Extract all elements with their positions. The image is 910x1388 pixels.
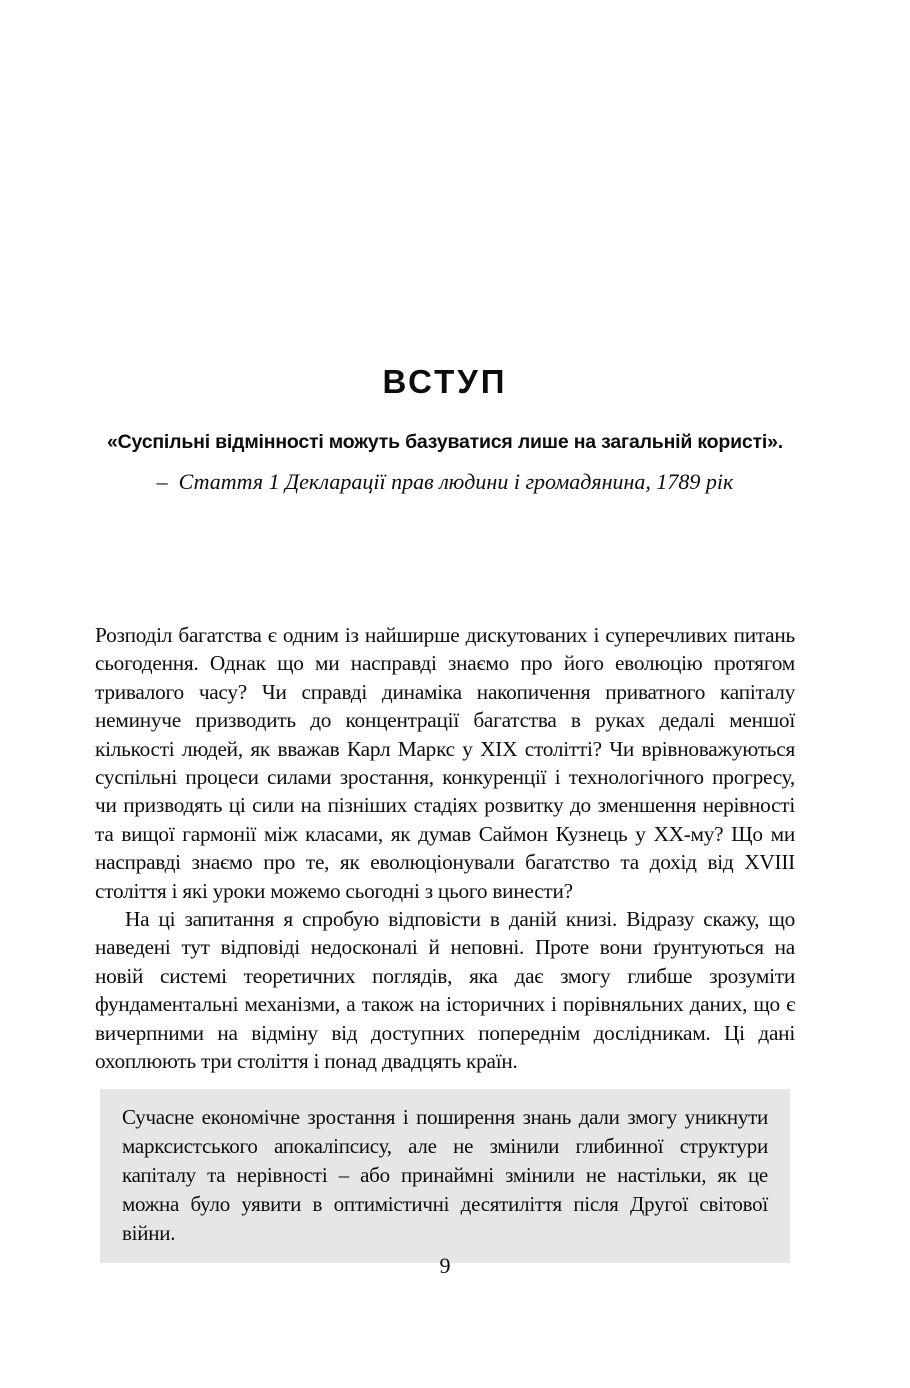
page-number: 9 — [439, 1253, 451, 1278]
epigraph-attribution: – Стаття 1 Декларації прав людини і громадянина, 1789 рік — [156, 469, 734, 494]
callout-box: Сучасне економічне зростання і поширення знань дали змогу уникнути марксистського апокаліпсису, але не змінили глибинної структури капіталу та нерівності – або принаймні змінили не настільки, як це можна було уявити в оптимістичні десятиліття після Другої світової війни. — [100, 1089, 790, 1263]
body-paragraph: Розподіл багатства є одним із найширше дискутованих і суперечливих питань сьогодення. Однак що ми насправді знаємо про його еволюцію протягом тривалого часу? Чи справді динаміка накопичення приватного капіталу неминуче призводить до концентрації багатства в руках дедалі меншої кількості людей, як вважав Карл Маркс у XIX столітті? Чи врівноважуються суспільні процеси силами зростання, конкуренції і технологічного прогресу, чи призводять ці сили на пізніших стадіях розвитку до зменшення нерівності та вищої гармонії між класами, як думав Саймон Кузнець у XX-му? Що ми насправді знаємо про те, як еволюціонували багатство та дохід від XVIII століття і які уроки можемо сьогодні з цього винести? — [95, 623, 795, 903]
body-text — [95, 621, 795, 1263]
chapter-title: ВСТУП — [382, 363, 508, 401]
epigraph-quote: «Суспільні відмінності можуть базуватися лише на загальній користі». — [107, 431, 783, 453]
body-paragraph: На ці запитання я спробую відповісти в даній книзі. Відразу скажу, що наведені тут відповіді недосконалі й неповні. Проте вони ґрунтуються на новій системі теоретичних поглядів, яка дає змогу глибше зрозуміти фундаментальні механізми, а також на історичних і порівняльних даних, що є вичерпними на відміну від доступних попереднім дослідникам. Ці дані охоплюють три століття і понад двадцять країн. — [95, 907, 795, 1074]
